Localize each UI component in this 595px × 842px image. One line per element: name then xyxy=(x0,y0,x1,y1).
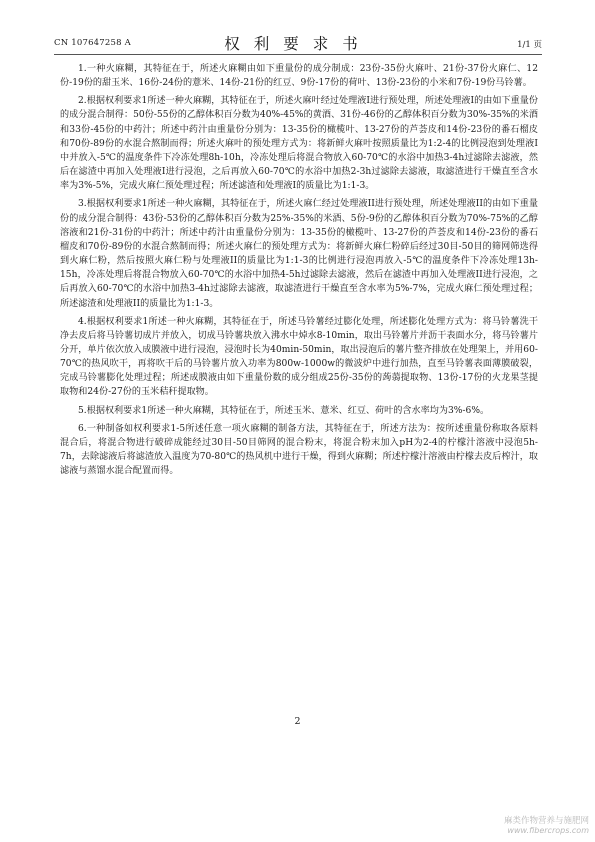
claim-1: 1.一种火麻糊，其特征在于，所述火麻糊由如下重量份的成分制成：23份-35份火麻叶、21份-37份火麻仁、12份-19份的甜玉米、16份-24份的薏米、14份-21份的红豆、9份-17份的荷叶、13份-23份的小米和7份-19份马铃薯。 xyxy=(60,64,538,89)
claims-body xyxy=(60,62,538,478)
publication-number: CN 107647258 A xyxy=(54,38,131,48)
claim-2: 2.根据权利要求1所述一种火麻糊，其特征在于，所述火麻叶经过处理液I进行预处理，所述处理液I的由如下重量份的成分混合制得：50份-55份的乙醇体积百分数为40%-45%的黄酒、31份-46份的乙醇体积百分数为30%-35%的米酒和33份-45份的中药汁；所述中药汁由重量份分别为：13-35份的橄榄叶、13-27份的芦荟皮和14份-23份的番石榴皮和70份-89份的水混合熬制而得；所述火麻叶的预处理方式为：将新鲜火麻叶按照质量比为1:2-4的比例浸泡到处理液I中并放入-5℃的温度条件下冷冻处理8h-10h，冷冻处理后将混合物放入60-70℃的水浴中加热3-4h过滤除去滤液，然后在滤渣中再加入处理液I进行浸泡，之后再放入60-70℃的水浴中加热2-3h过滤除去滤液，取滤渣进行干燥直至含水率为3%-5%，完成火麻仁预处理过程；所述滤渣和处理液I的质量比为1:1-3。 xyxy=(60,96,538,192)
claim-5: 5.根据权利要求1所述一种火麻糊，其特征在于，所述玉米、薏米、红豆、荷叶的含水率均为3%-6%。 xyxy=(78,405,490,416)
watermark-site-name: 麻类作物营养与施肥网 xyxy=(503,816,589,826)
watermark xyxy=(504,816,589,836)
claim-6: 6.一种制备如权利要求1-5所述任意一项火麻糊的制备方法，其特征在于，所述方法为：按所述重量份称取各原料混合后，将混合物进行破碎成能经过30目-50目筛网的混合粉末，将混合粉末加入pH为2-4的柠檬汁溶液中浸泡5h-7h，去除滤液后将滤渣放入温度为70-80℃的热风机中进行干燥，得到火麻糊；所述柠檬汁溶液由柠檬去皮后榨汁，取滤液与蒸馏水混合配置而得。 xyxy=(60,423,538,477)
page-indicator: 1/1 页 xyxy=(517,40,542,50)
watermark-url: www.fibercrops.com xyxy=(507,826,589,835)
claim-3: 3.根据权利要求1所述一种火麻糊，其特征在于，所述火麻仁经过处理液II进行预处理，所述处理液II的由如下重量份的成分混合制得：43份-53份的乙醇体积百分数为25%-35%的米酒、5份-9份的乙醇体积百分数为70%-75%的乙醇溶液和21份-31份的中药汁；所述中药汁由重量份分别为：13-35份的橄榄叶、13-27份的芦荟皮和14份-23份的番石榴皮和70份-89份的水混合熬制而得；所述火麻仁的预处理方式为：将新鲜火麻仁粉碎后经过30目-50目的筛网筛选得到火麻仁粉，然后按照火麻仁粉与处理液II的质量比为1:1-3的比例进行浸泡再放入-5℃的温度条件下冷冻处理13h-15h，冷冻处理后将混合物放入60-70℃的水浴中加热4-5h过滤除去滤液，然后在滤渣中再加入处理液II进行浸泡，之后再放入60-70℃的水浴中加热3-4h过滤除去滤液，取滤渣进行干燥直至含水率为5%-7%，完成火麻仁预处理过程；所述滤渣和处理液II的质量比为1:1-3。 xyxy=(60,199,538,309)
page-title: 权利要求书 xyxy=(224,35,372,53)
page-number: 2 xyxy=(294,716,301,727)
document-header xyxy=(54,30,542,55)
claim-4: 4.根据权利要求1所述一种火麻糊，其特征在于，所述马铃薯经过膨化处理，所述膨化处理方式为：将马铃薯洗干净去皮后将马铃薯切成片并放入，切成马铃薯块放入沸水中焯水8-10min，取出马铃薯片并沥干表面水分，将马铃薯片分开，单片依次放入成膜液中进行浸泡，浸泡时长为40min-50min，取出浸泡后的薯片整齐排放在处理架上，并用60-70℃的热风吹干，再将吹干后的马铃薯片放入功率为800w-1000w的微波炉中进行加热，直至马铃薯表面薄膜破裂，完成马铃薯膨化处理过程；所述成膜液由如下重量份数的成分组成25份-35份的蒟蒻提取物、13份-17份的火龙果茎提取物和24份-27份的玉米秸秆提取物。 xyxy=(60,316,538,398)
